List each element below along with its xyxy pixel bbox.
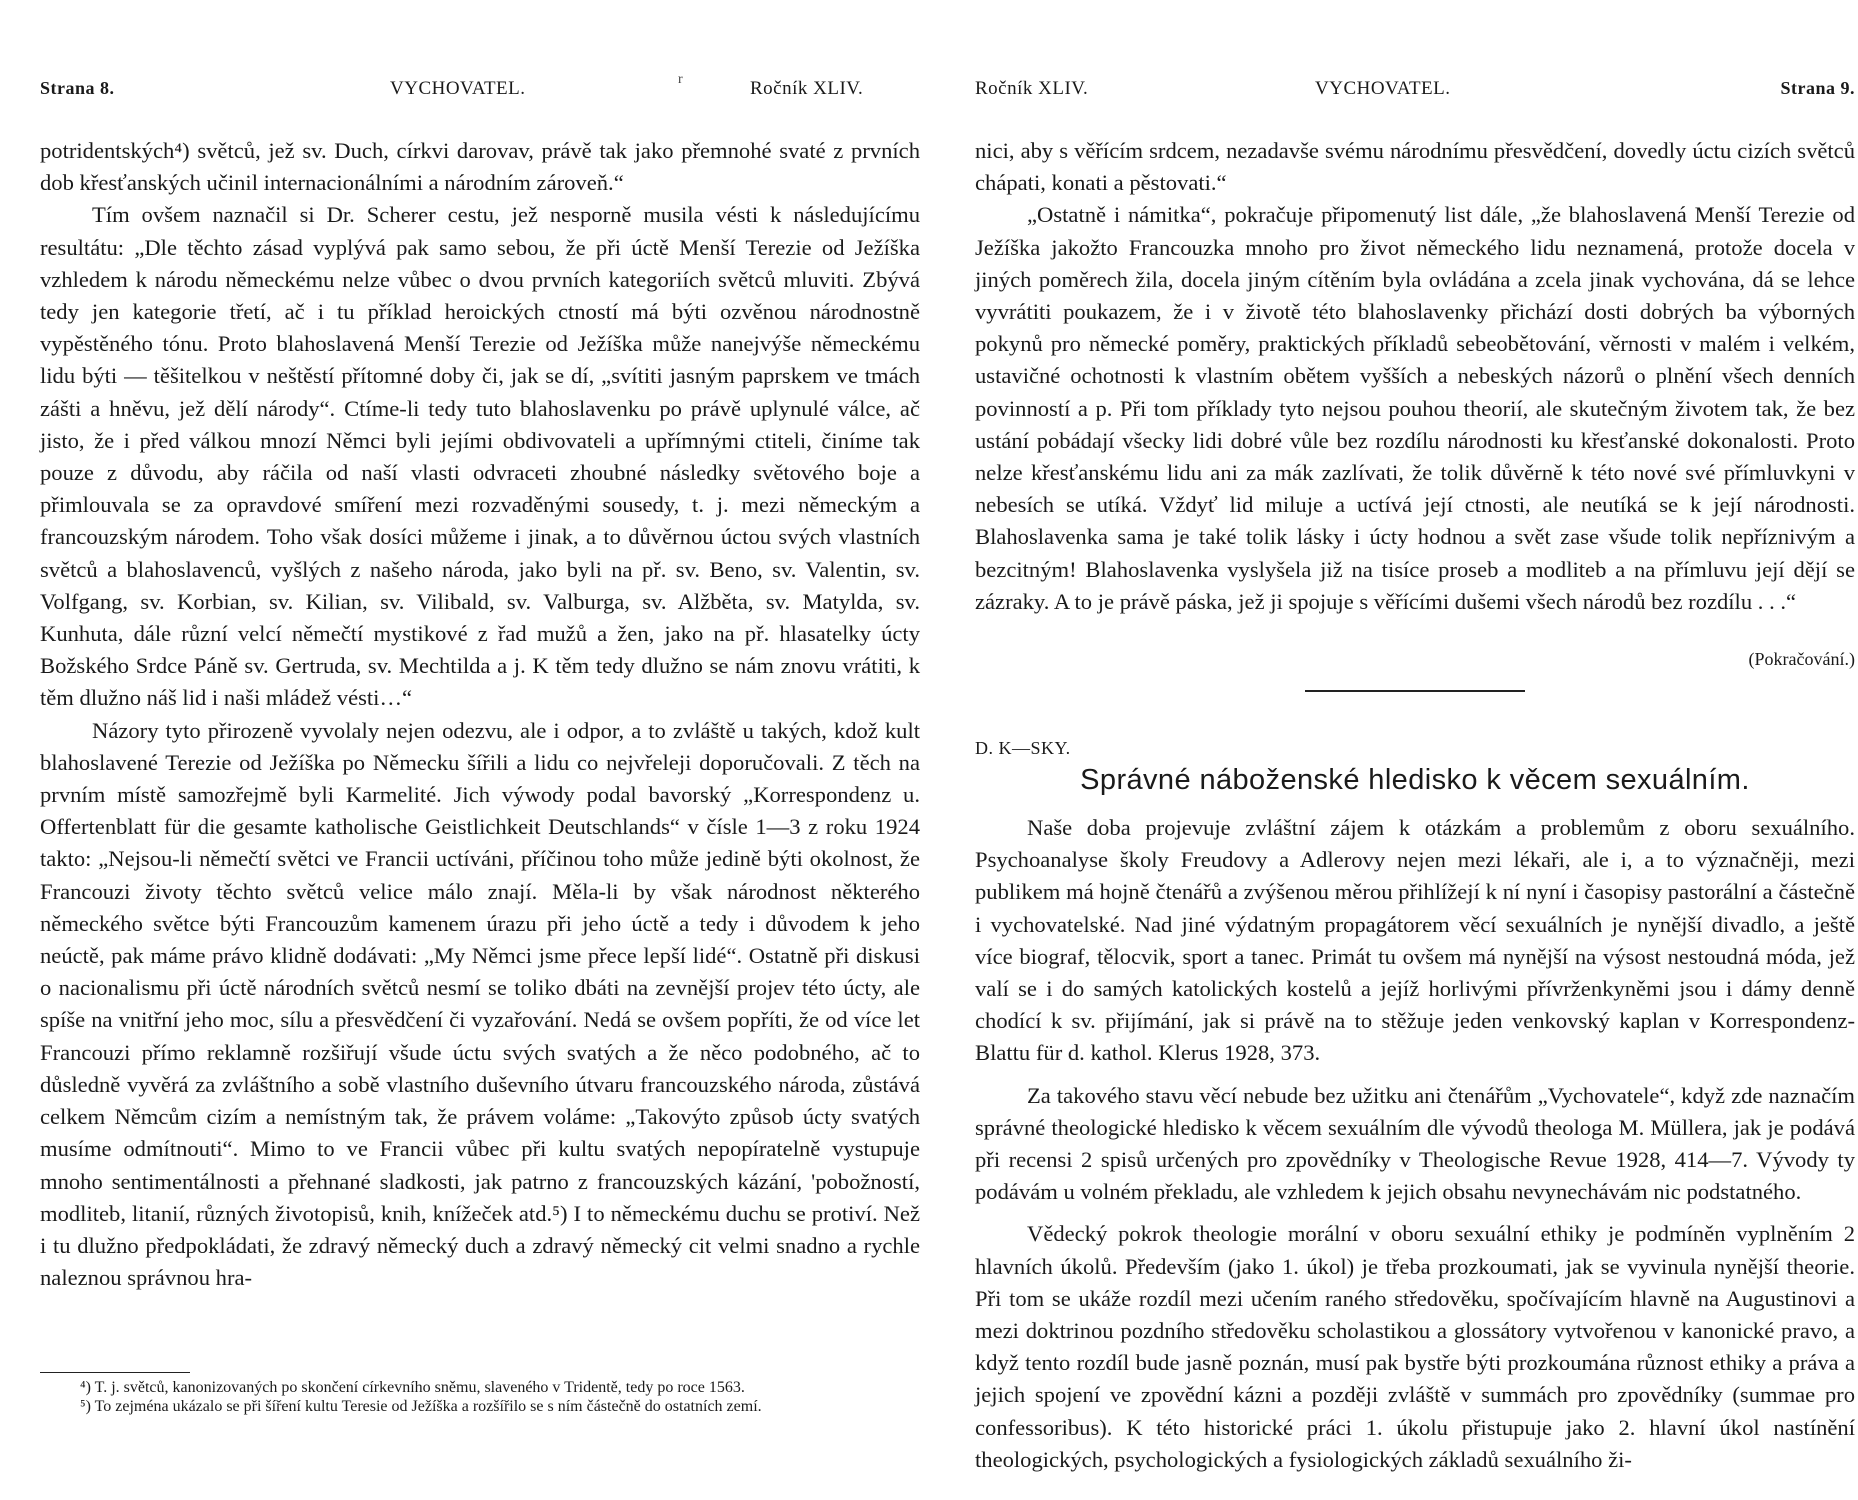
article-author: D. K—SKY. bbox=[975, 738, 1071, 758]
print-mark: r bbox=[678, 72, 683, 87]
footnote: ⁵) To zejména ukázalo se při šíření kultu Teresie od Ježíška a rozšířilo se s ním částečně do ostatních zemí. bbox=[80, 1398, 762, 1415]
right-page-header bbox=[975, 78, 1855, 108]
volume-label: Ročník XLIV. bbox=[975, 78, 1089, 99]
paragraph: Za takového stavu věcí nebude bez užitku ani čtenářům „Vychovatele“, když zde naznačím správné theologické hledisko k věcem sexuálním dle vývodů theologa M. Müllera, jak je podává při recensi 2 spisů určených pro zpovědníky v Theologische Revue 1928, 414—7. Vývody ty podávám u volném překladu, ale vzhledem k jejich obsahu nevynechávám nic podstatného. bbox=[975, 1082, 1855, 1205]
paragraph: „Ostatně i námitka“, pokračuje připomenutý list dále, „že blahoslavená Menší Terezie od Ježíška jakožto Francouzka mnoho pro život německého lidu neznamená, protože docela v jiných poměrech žila, docela jiným cítěním byla ovládána a zcela jinak vychována, dá se lehce vyvrátiti poukazem, že i v životě této blahoslavenky přichází dosti dobrých ba výborných pokynů pro německé poměry, praktických příkladů sebeobětování, věrnosti v malém i velkém, ustavičné ochotnosti k vlastním obětem vyšších a nebeských názorů o plnění všech denních povinností a p. Při tom příklady tyto nejsou pouhou theorií, ale skutečným životem tak, že bez ustání pobádají všecky lidi dobré vůle bez rozdílu národnosti ku křesťanské dokonalosti. Proto nelze křesťanskému lidu ani za mák zazlívati, že tolik důvěrně k této nové své přímluvkyni v nebesích se utíká. Vždyť lid miluje a uctívá její ctnosti, ale neutíká se k její národnosti. Blahoslavenka sama je také tolik lásky i úcty hodnou a svět zase všude tolik nepříznivým a bezcitným! Blahoslavenka vyslyšela již na tisíce proseb a modliteb a na přímluvu její dějí se zázraky. A to je právě páska, jež ji spojuje s věřícími dušemi všech národů bez rozdílu . . .“ bbox=[975, 202, 1855, 614]
continued-note: (Pokračování.) bbox=[1748, 649, 1855, 669]
paragraph: Názory tyto přirozeně vyvolaly nejen odezvu, ale i odpor, a to zvláště u takých, kdož kult blahoslavené Terezie od Ježíška po Německu šířili a lidu co nejvřeleji doporučovali. Z těch na prvním místě samozřejmě byli Karmelité. Jich výwody podal bavorský „Korrespondenz u. Offertenblatt für die gesamte katholische Geistlichkeit Deutschlands“ v čísle 1—3 z roku 1924 takto: „Nejsou-li němečtí světci ve Francii uctíváni, příčinou toho může jedině býti okolnost, že Francouzi životy těchto světců velice málo znají. Měla-li by však národnost některého německého světce býti Francouzům kamenem úrazu při jeho úctě a tedy i důvodem k jeho neúctě, pak máme právo klidně dodávati: „My Němci jsme přece lepší lidé“. Ostatně při diskusi o nacionalismu při úctě národních světců nesmí se toliko dbáti na zevnější projev této úcty, ale spíše na vnitřní jeho moc, sílu a přesvědčení či vyzařování. Nedá se ovšem popříti, že od více let Francouzi přímo reklamně rozšiřují všude úctu svých svatých a že něco podobného, ač to důsledně vyvěrá za zvláštního a sobě vlastního duševního útvaru francouzského národa, zůstává celkem Němcům cizím a nemístným tak, že právem voláme: „Takovýto způsob úcty svatých musíme odmítnouti“. Mimo to ve Francii vůbec při kultu svatých nepopíratelně vystupuje mnoho sentimentálnosti a přehnané sladkosti, jak patrno z francouzských kázání, 'pobožností, modliteb, litanií, různých životopisů, knih, knížeček atd.⁵) I to německému duchu se protiví. Než i tu dlužno předpokládati, že zdravý německý duch a zdravý německý cit velmi snadno a rychle naleznou správnou hra- bbox=[40, 717, 920, 1291]
footnote: ⁴) T. j. světců, kanonizovaných po skončení církevního sněmu, slaveného v Tridentě, tedy po roce 1563. bbox=[80, 1379, 745, 1396]
footnote-rule bbox=[40, 1372, 190, 1373]
journal-title: VYCHOVATEL. bbox=[1315, 78, 1451, 99]
footnotes bbox=[40, 1378, 920, 1416]
paragraph: potridentských⁴) světců, jež sv. Duch, církvi darovav, právě tak jako přemnohé svaté z prvních dob křesťanských učinil internacionálními a národním zároveň.“ bbox=[40, 138, 920, 196]
paragraph: nici, aby s věřícím srdcem, nezadavše svému národnímu přesvědčení, dovedly úctu cizích světců chápati, konati a pěstovati.“ bbox=[975, 138, 1855, 196]
page-number: Strana 9. bbox=[1780, 78, 1855, 98]
paragraph: Vědecký pokrok theologie morální v oboru sexuální ethiky je podmíněn vyplněním 2 hlavních úkolů. Především (jako 1. úkol) je třeba prozkoumati, jak se vyvinula nynější theorie. Při tom se ukáže rozdíl mezi učením raného středověku, spočívajícím hlavně na Augustinovi a mezi doktrinou pozdního středověku scholastikou a glossátory vytvořenou v kanonické pravo, a když tento rozdíl bude jasně poznán, musí pak bystře býti prozkoumána různost ethiky a práva a jejich spojení ve zpovědní kázni a později zvláště v summách pro zpovědníky (summae pro confessoribus). K této historické práci 1. úkolu přistupuje jako 2. hlavní úkol nastínění theologických, psychologických a fysiologických základů sexuálního ži- bbox=[975, 1221, 1855, 1472]
left-body-text bbox=[40, 135, 920, 1294]
journal-title: VYCHOVATEL. bbox=[390, 78, 526, 99]
article-title: Správné náboženské hledisko k věcem sexuálním. bbox=[1080, 764, 1750, 796]
paragraph: Naše doba projevuje zvláštní zájem k otázkám a problemům z oboru sexuálního. Psychoanalyse školy Freudovy a Adlerovy nejen mezi lékaři, ale i, a to význačněji, mezi publikem má hojně čtenářů a zvýšenou měrou přihlížejí k ní nyní i časopisy pastorální a částečně i vychovatelské. Nad jiné výdatným propagátorem věcí sexuálních je nynější divadlo, a ještě více biograf, tělocvik, sport a tanec. Primát tu ovšem má nynější na výsost nestoudná móda, jež valí se i do samých katolických kostelů a jejíž horlivými přívrženkyněmi jsou i dámy denně chodící k sv. přijímání, jak si právě na to stěžuje jeden venkovský kaplan v Korrespondenz-Blattu für d. kathol. Klerus 1928, 373. bbox=[975, 815, 1855, 1066]
article-body-text bbox=[975, 812, 1855, 1476]
right-page bbox=[975, 0, 1855, 1500]
left-page-header bbox=[40, 78, 920, 108]
left-page bbox=[40, 0, 920, 1500]
page-number: Strana 8. bbox=[40, 78, 115, 98]
section-divider bbox=[1305, 690, 1525, 692]
volume-label: Ročník XLIV. bbox=[750, 78, 864, 99]
right-body-text bbox=[975, 135, 1855, 618]
paragraph: Tím ovšem naznačil si Dr. Scherer cestu, jež nesporně musila vésti k následujícímu resultátu: „Dle těchto zásad vyplývá pak samo sebou, že při úctě Menší Terezie od Ježíška vzhledem k národu německému nelze vůbec o dvou prvních kategoriích světců mluviti. Zbývá tedy jen kategorie třetí, ač i tu příklad heroických ctností má býti ozvěnou národnostně vypěstěného tónu. Proto blahoslavená Menší Terezie od Ježíška může nanejvýše německému lidu býti — těšitelkou v neštěstí přítomné doby či, jak se dí, „svítiti jasným paprskem ve tmách zášti a hněvu, jež dělí národy“. Ctíme-li tedy tuto blahoslavenku po právě uplynulé válce, ač jisto, že i před válkou mnozí Němci byli jejími obdivovateli a upřímnými ctiteli, činíme tak pouze z důvodu, aby ráčila od naší vlasti odvraceti zhoubné následky světového boje a přimlouvala se za opravdové smíření mezi rozvaděnými sousedy, t. j. mezi německým a francouzským národem. Toho však dosíci můžeme i jinak, a to důvěrnou úctou svých vlastních světců a blahoslavenců, vyšlých z našeho národa, jako byli na př. sv. Beno, sv. Valentin, sv. Volfgang, sv. Korbian, sv. Kilian, sv. Vilibald, sv. Valburga, sv. Alžběta, sv. Matylda, sv. Kunhuta, dále různí velcí němečtí mystikové z řad mužů a žen, jako na př. hlasatelky úcty Božského Srdce Páně sv. Gertruda, sv. Mechtilda a j. K těm tedy dlužno se nám znovu vrátiti, k těm dlužno náš lid i naši mládež vésti…“ bbox=[40, 202, 920, 711]
